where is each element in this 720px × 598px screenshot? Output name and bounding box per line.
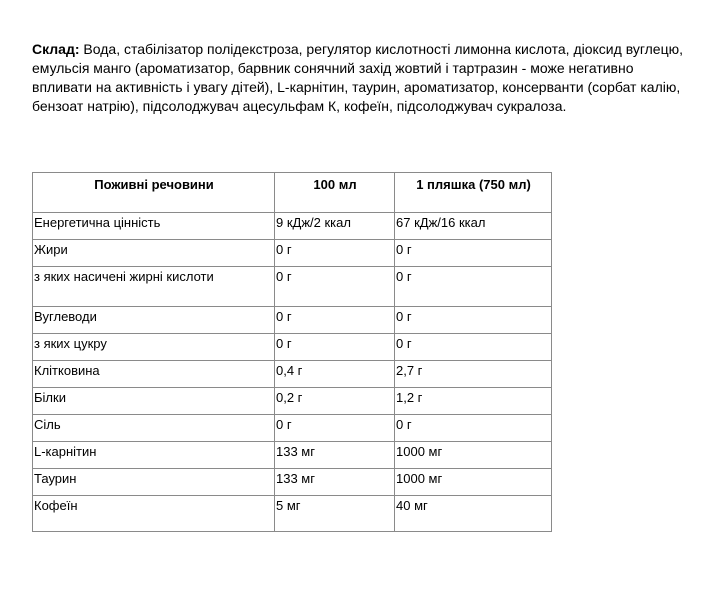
nutrient-name: Клітковина — [33, 361, 275, 388]
value-per-bottle: 0 г — [395, 307, 552, 334]
value-per-100ml: 0,4 г — [275, 361, 395, 388]
header-nutrients: Поживні речовини — [33, 173, 275, 213]
value-per-100ml: 133 мг — [275, 442, 395, 469]
nutrient-name: L-карнітин — [33, 442, 275, 469]
table-header-row — [33, 173, 552, 213]
header-per-bottle: 1 пляшка (750 мл) — [395, 173, 552, 213]
value-per-100ml: 0 г — [275, 240, 395, 267]
header-per-100ml: 100 мл — [275, 173, 395, 213]
table-row — [33, 442, 552, 469]
value-per-bottle: 0 г — [395, 240, 552, 267]
value-per-bottle: 0 г — [395, 267, 552, 307]
value-per-100ml: 9 кДж/2 ккал — [275, 213, 395, 240]
value-per-100ml: 5 мг — [275, 496, 395, 532]
value-per-100ml: 0 г — [275, 267, 395, 307]
value-per-bottle: 1000 мг — [395, 469, 552, 496]
value-per-100ml: 0 г — [275, 415, 395, 442]
value-per-bottle: 1000 мг — [395, 442, 552, 469]
table-row — [33, 334, 552, 361]
nutrient-name: Вуглеводи — [33, 307, 275, 334]
nutrition-table — [32, 172, 552, 532]
nutrient-name: Сіль — [33, 415, 275, 442]
value-per-bottle: 67 кДж/16 ккал — [395, 213, 552, 240]
table-row — [33, 361, 552, 388]
value-per-bottle: 0 г — [395, 415, 552, 442]
value-per-bottle: 1,2 г — [395, 388, 552, 415]
nutrient-name: з яких цукру — [33, 334, 275, 361]
value-per-bottle: 2,7 г — [395, 361, 552, 388]
nutrient-name: Жири — [33, 240, 275, 267]
table-row — [33, 307, 552, 334]
table-row — [33, 415, 552, 442]
value-per-100ml: 0 г — [275, 334, 395, 361]
value-per-100ml: 0,2 г — [275, 388, 395, 415]
value-per-100ml: 0 г — [275, 307, 395, 334]
nutrient-name: Енергетична цінність — [33, 213, 275, 240]
table-row — [33, 388, 552, 415]
nutrient-name: Білки — [33, 388, 275, 415]
nutrient-name: з яких насичені жирні кислоти — [33, 267, 275, 307]
table-row — [33, 267, 552, 307]
value-per-bottle: 40 мг — [395, 496, 552, 532]
value-per-bottle: 0 г — [395, 334, 552, 361]
nutrient-name: Кофеїн — [33, 496, 275, 532]
value-per-100ml: 133 мг — [275, 469, 395, 496]
table-row — [33, 496, 552, 532]
table-row — [33, 469, 552, 496]
table-row — [33, 240, 552, 267]
composition-text — [32, 40, 697, 116]
table-row — [33, 213, 552, 240]
composition-label: Склад: — [32, 41, 80, 57]
nutrient-name: Таурин — [33, 469, 275, 496]
composition-ingredients: Вода, стабілізатор полідекстроза, регулятор кислотності лимонна кислота, діоксид вуглецю, емульсія манго (ароматизатор, барвник сонячний захід жовтий і тартразин - може негативно впливати на активність і увагу дітей), L-карнітин, таурин, ароматизатор, консерванти (сорбат калію, бензоат натрію), підсолоджувач ацесульфам К, кофеїн, підсолоджувач сукралоза. — [32, 41, 683, 114]
